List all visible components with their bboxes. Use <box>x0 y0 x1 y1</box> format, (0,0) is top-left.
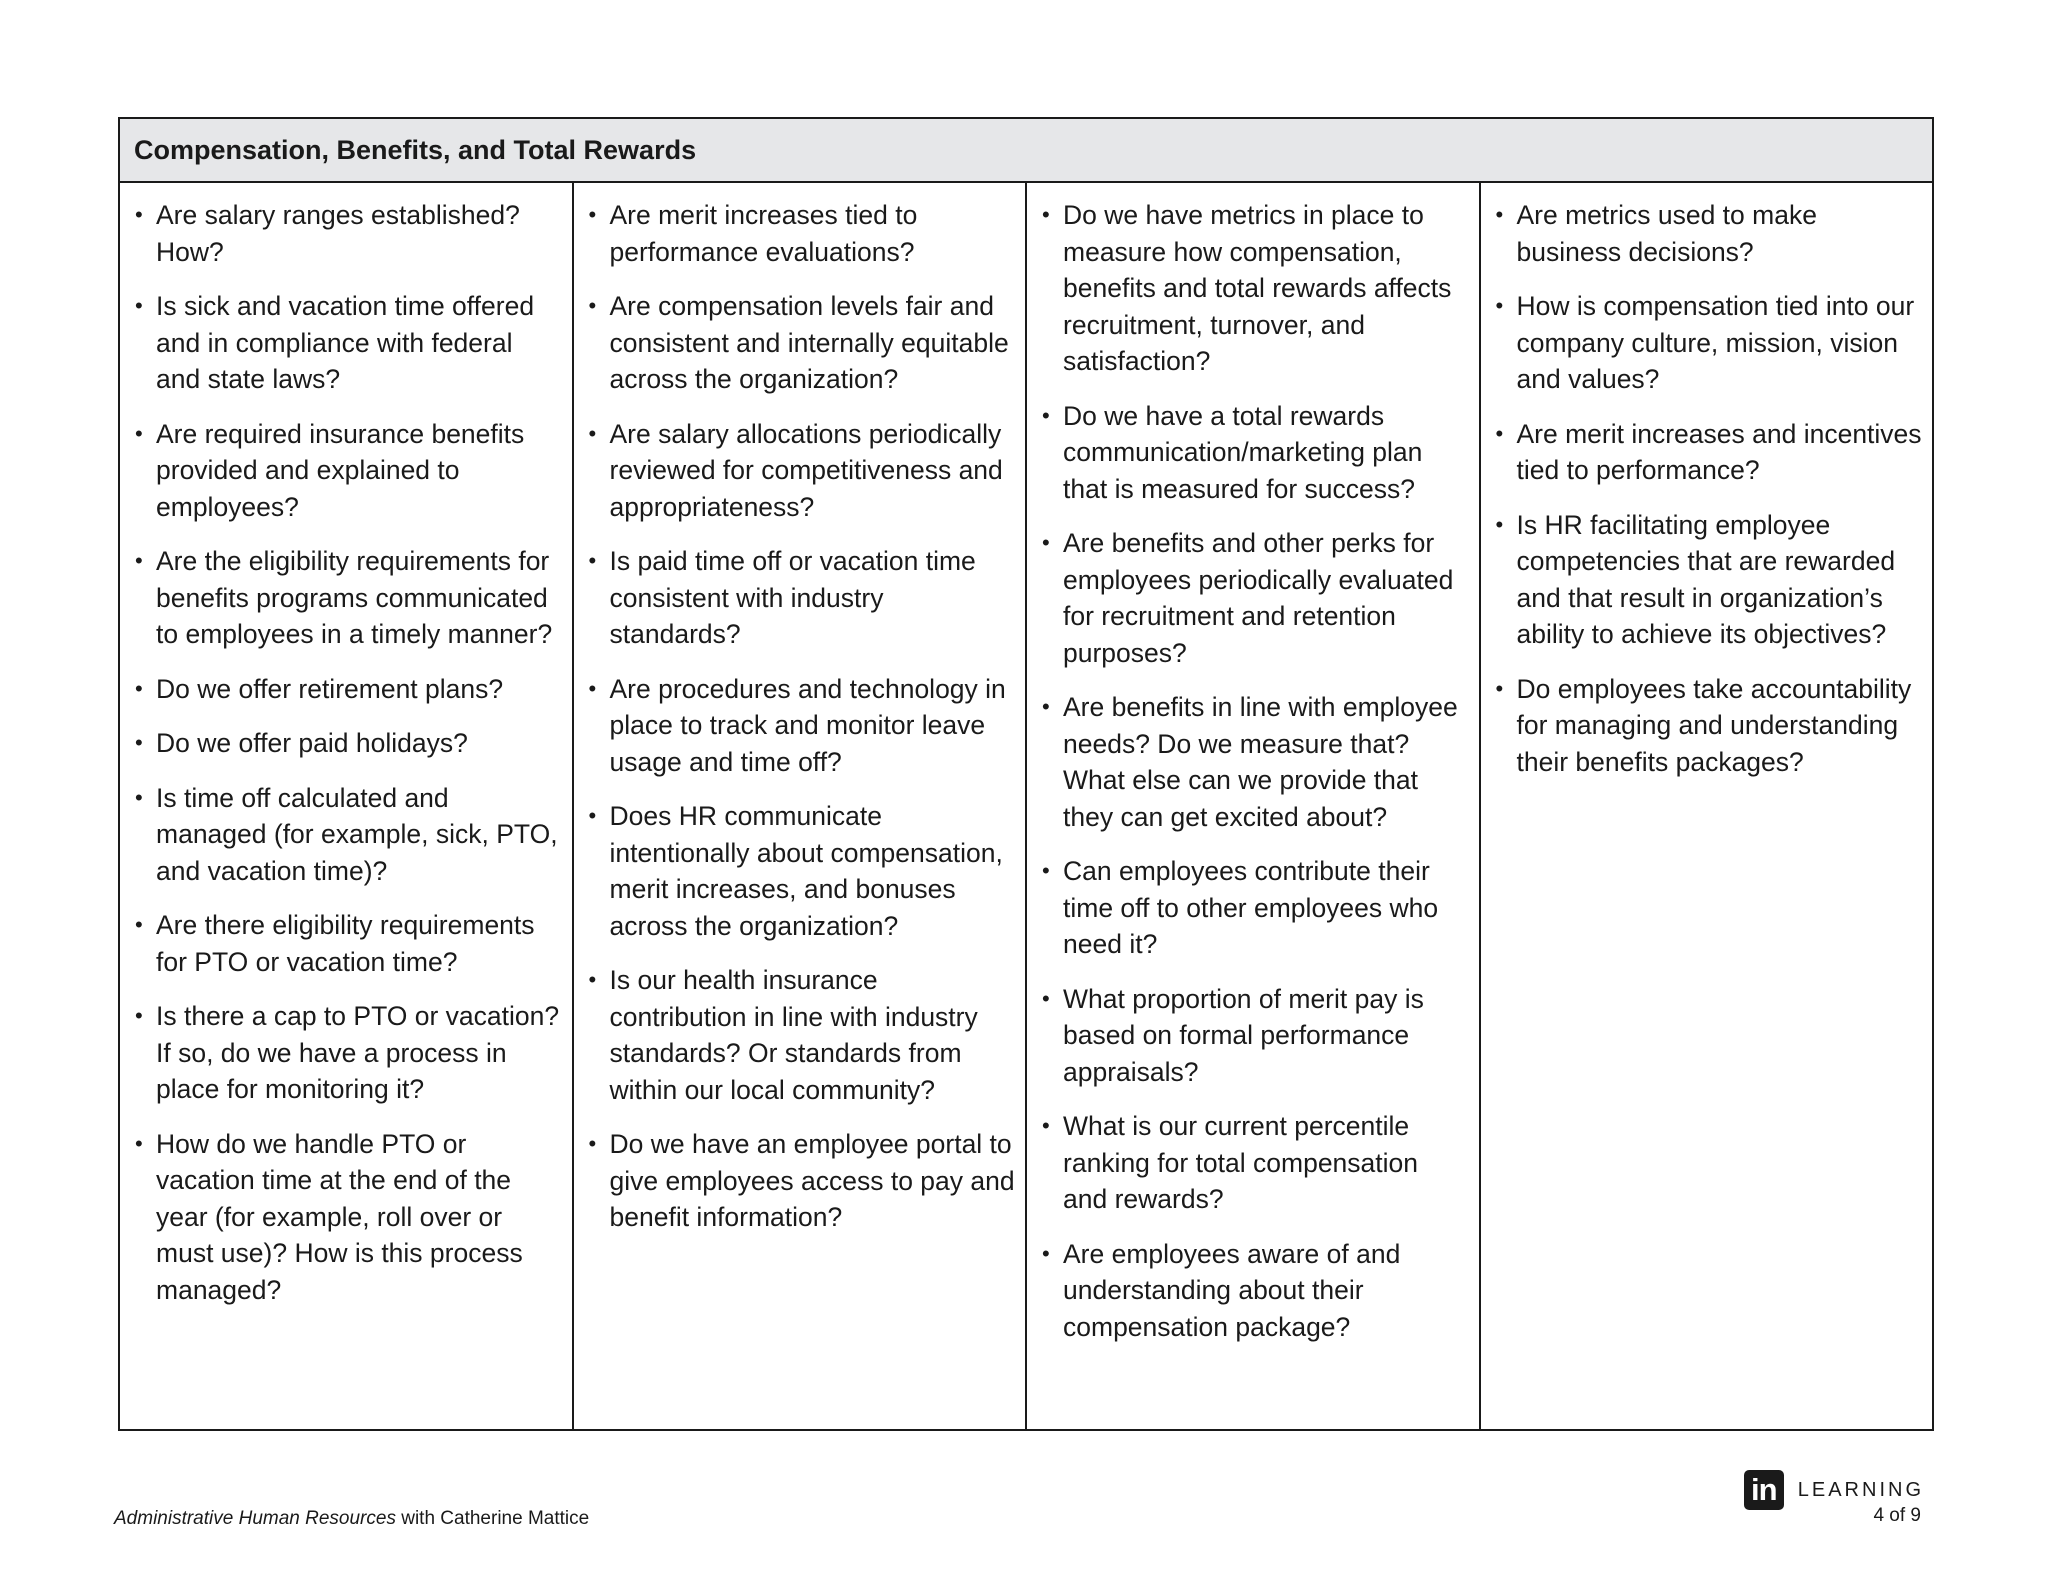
footer-course-credit <box>114 1508 589 1530</box>
question-item: • Are required insurance benefits provided and explained to employees? <box>132 416 562 526</box>
question-list <box>132 197 562 1308</box>
question-item: • Are benefits and other perks for employees periodically evaluated for recruitment and retention purposes? <box>1039 525 1469 671</box>
question-item: • Are procedures and technology in place to track and monitor leave usage and time off? <box>586 671 1016 781</box>
question-item: • Are the eligibility requirements for benefits programs communicated to employees in a timely manner? <box>132 543 562 653</box>
question-item: • Is time off calculated and managed (for example, sick, PTO, and vacation time)? <box>132 780 562 890</box>
brand-wordmark: LEARNING <box>1797 1478 1924 1501</box>
question-column-1 <box>120 183 572 1429</box>
question-item: • Is paid time off or vacation time consistent with industry standards? <box>586 543 1016 653</box>
linkedin-logo-icon: in <box>1744 1470 1784 1510</box>
question-item: • Are metrics used to make business decisions? <box>1493 197 1923 270</box>
question-list <box>586 197 1016 1236</box>
question-item: • Is there a cap to PTO or vacation? If so, do we have a process in place for monitoring it? <box>132 998 562 1108</box>
question-item: • What proportion of merit pay is based on formal performance appraisals? <box>1039 981 1469 1091</box>
table-header <box>120 119 1932 183</box>
question-column-3 <box>1025 183 1479 1429</box>
question-item: • Do employees take accountability for managing and understanding their benefits packages? <box>1493 671 1923 781</box>
question-item: • Is sick and vacation time offered and in compliance with federal and state laws? <box>132 288 562 398</box>
question-item: • Can employees contribute their time off to other employees who need it? <box>1039 853 1469 963</box>
question-item: • Are merit increases and incentives tied to performance? <box>1493 416 1923 489</box>
question-item: • How is compensation tied into our company culture, mission, vision and values? <box>1493 288 1923 398</box>
question-item: • Does HR communicate intentionally about compensation, merit increases, and bonuses across the organization? <box>586 798 1016 944</box>
question-column-2 <box>572 183 1026 1429</box>
page-number: 4 of 9 <box>1873 1505 1921 1526</box>
question-item: • Are salary allocations periodically reviewed for competitiveness and appropriateness? <box>586 416 1016 526</box>
course-instructor: with Catherine Mattice <box>395 1508 590 1529</box>
question-item: • Do we have an employee portal to give employees access to pay and benefit information? <box>586 1126 1016 1236</box>
question-item: • Is HR facilitating employee competencies that are rewarded and that result in organization’s ability to achieve its objectives? <box>1493 507 1923 653</box>
course-title: Administrative Human Resources <box>114 1508 396 1529</box>
question-item: • Do we offer paid holidays? <box>132 725 562 762</box>
question-item: • Do we have metrics in place to measure how compensation, benefits and total rewards affects recruitment, turnover, and satisfaction? <box>1039 197 1469 380</box>
question-item: • Are compensation levels fair and consistent and internally equitable across the organization? <box>586 288 1016 398</box>
question-item: • Do we have a total rewards communication/marketing plan that is measured for success? <box>1039 398 1469 508</box>
question-item: • Are salary ranges established? How? <box>132 197 562 270</box>
question-item: • Are benefits in line with employee needs? Do we measure that? What else can we provide that they can get excited about? <box>1039 689 1469 835</box>
question-item: • What is our current percentile ranking for total compensation and rewards? <box>1039 1108 1469 1218</box>
section-title: Compensation, Benefits, and Total Rewards <box>134 134 697 165</box>
linkedin-learning-brand <box>1744 1470 1924 1510</box>
question-item: • Are there eligibility requirements for PTO or vacation time? <box>132 907 562 980</box>
question-item: • Are merit increases tied to performance evaluations? <box>586 197 1016 270</box>
question-item: • Is our health insurance contribution in line with industry standards? Or standards from within our local community? <box>586 962 1016 1108</box>
question-list <box>1493 197 1923 780</box>
question-item: • Do we offer retirement plans? <box>132 671 562 708</box>
question-item: • Are employees aware of and understanding about their compensation package? <box>1039 1236 1469 1346</box>
question-list <box>1039 197 1469 1345</box>
question-item: • How do we handle PTO or vacation time at the end of the year (for example, roll over or must use)? How is this process managed? <box>132 1126 562 1309</box>
checklist-table <box>118 117 1934 1431</box>
question-columns <box>120 183 1932 1429</box>
question-column-4 <box>1479 183 1933 1429</box>
